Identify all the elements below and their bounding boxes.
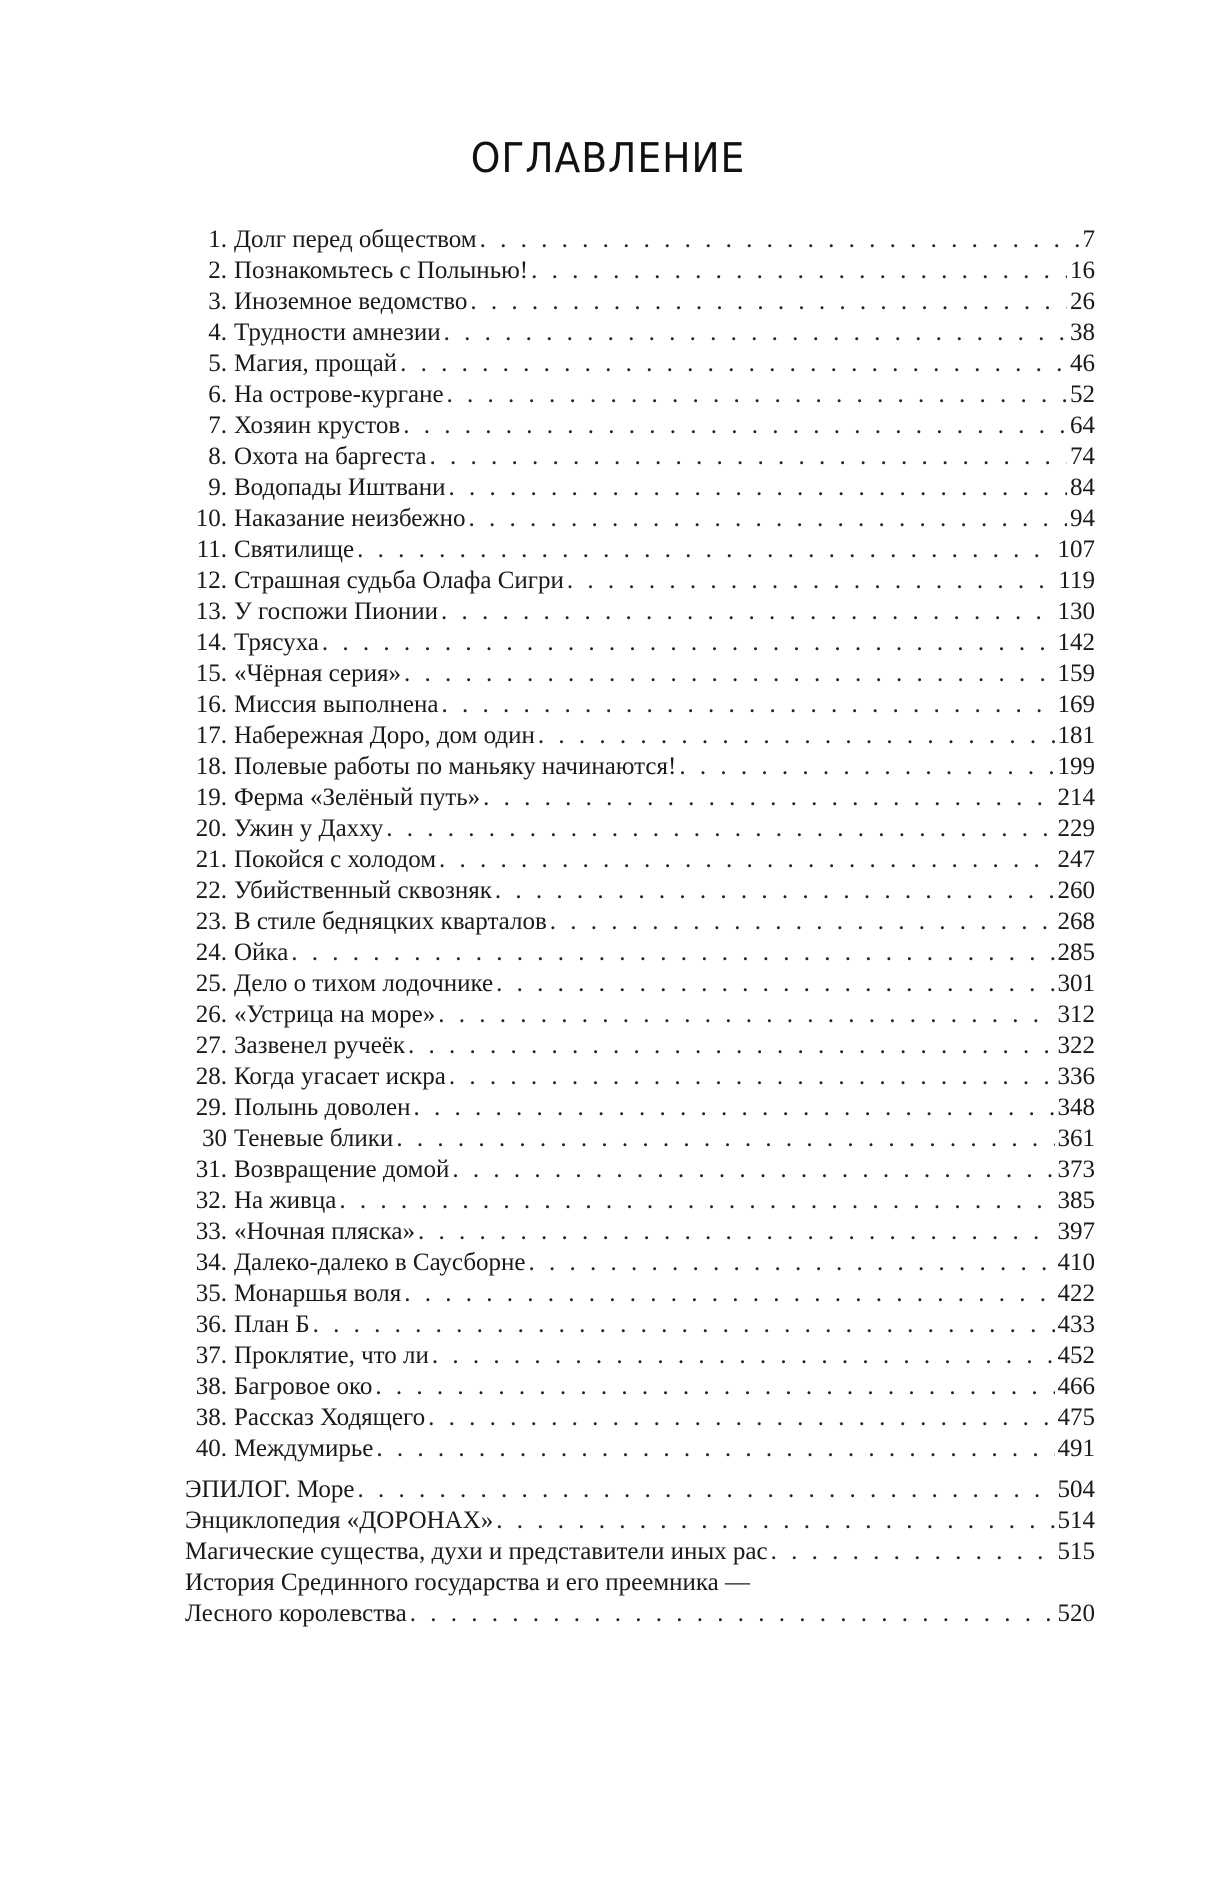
toc-entry[interactable] bbox=[188, 1247, 1095, 1278]
toc-entry[interactable] bbox=[188, 410, 1095, 441]
page-title: ОГЛАВЛЕНИЕ bbox=[470, 134, 746, 182]
chapter-title: План Б bbox=[234, 1311, 310, 1338]
chapter-number: 30 bbox=[202, 1125, 227, 1152]
entry-title: Лесного королевства bbox=[185, 1600, 407, 1627]
chapter-page: 373 bbox=[1057, 1156, 1095, 1183]
chapter-number: 33. bbox=[195, 1218, 227, 1245]
chapter-title: Набережная Доро, дом один bbox=[234, 722, 535, 749]
dot-leader bbox=[403, 410, 1067, 441]
dot-leader bbox=[529, 1247, 1055, 1278]
toc-entry[interactable] bbox=[188, 906, 1095, 937]
chapter-number: 28. bbox=[195, 1063, 227, 1090]
chapter-title: Познакомьтесь с Полынью! bbox=[234, 257, 529, 284]
dot-leader bbox=[313, 1309, 1055, 1340]
chapter-title: Ферма «Зелёный путь» bbox=[234, 784, 481, 811]
dot-leader bbox=[771, 1536, 1055, 1567]
dot-leader bbox=[495, 875, 1055, 906]
chapter-title: Монаршья воля bbox=[234, 1280, 402, 1307]
chapter-page: 38 bbox=[1070, 319, 1095, 346]
entry-title: ЭПИЛОГ. Море bbox=[185, 1476, 355, 1503]
dot-leader bbox=[410, 1598, 1055, 1629]
chapter-number: 8. bbox=[208, 443, 227, 470]
dot-leader bbox=[444, 317, 1067, 348]
toc-entry-history-line1[interactable]: История Срединного государства и его преемника — bbox=[185, 1569, 751, 1596]
dot-leader bbox=[322, 627, 1055, 658]
toc-entry[interactable] bbox=[188, 317, 1095, 348]
chapter-page: 466 bbox=[1057, 1373, 1095, 1400]
chapter-page: 214 bbox=[1057, 784, 1095, 811]
toc-entry[interactable] bbox=[188, 1030, 1095, 1061]
chapter-number: 21. bbox=[195, 846, 227, 873]
toc-entry[interactable] bbox=[188, 1278, 1095, 1309]
dot-leader bbox=[447, 379, 1067, 410]
toc-entry[interactable] bbox=[188, 875, 1095, 906]
chapter-title: Зазвенел ручеёк bbox=[234, 1032, 406, 1059]
toc-entry-encyclopedia[interactable] bbox=[185, 1505, 1095, 1536]
chapter-title: Полевые работы по маньяку начинаются! bbox=[234, 753, 677, 780]
dot-leader bbox=[404, 1278, 1054, 1309]
dot-leader bbox=[339, 1185, 1054, 1216]
chapter-number: 13. bbox=[195, 598, 227, 625]
dot-leader bbox=[400, 348, 1067, 379]
chapter-title: «Чёрная серия» bbox=[234, 660, 401, 687]
chapter-page: 94 bbox=[1070, 505, 1095, 532]
chapter-page: 130 bbox=[1057, 598, 1095, 625]
chapter-title: Трясуха bbox=[234, 629, 319, 656]
chapter-title: Долг перед обществом bbox=[234, 226, 477, 253]
dot-leader bbox=[386, 813, 1054, 844]
chapter-page: 64 bbox=[1070, 412, 1095, 439]
dot-leader bbox=[376, 1433, 1054, 1464]
chapter-title: Далеко-далеко в Саусборне bbox=[234, 1249, 526, 1276]
toc-entry[interactable] bbox=[188, 658, 1095, 689]
chapter-number: 38. bbox=[195, 1373, 227, 1400]
chapter-page: 159 bbox=[1057, 660, 1095, 687]
chapter-page: 7 bbox=[1082, 226, 1095, 253]
chapter-number: 38. bbox=[195, 1404, 227, 1431]
toc-entry[interactable] bbox=[188, 224, 1095, 255]
toc-entry[interactable] bbox=[188, 565, 1095, 596]
chapter-title: Страшная судьба Олафа Сигри bbox=[234, 567, 564, 594]
dot-leader bbox=[538, 720, 1055, 751]
chapter-number: 11. bbox=[196, 536, 227, 563]
toc-entry[interactable] bbox=[188, 286, 1095, 317]
dot-leader bbox=[428, 1402, 1054, 1433]
dot-leader bbox=[442, 689, 1055, 720]
chapter-page: 52 bbox=[1070, 381, 1095, 408]
chapter-title: Дело о тихом лодочнике bbox=[234, 970, 494, 997]
chapter-page: 107 bbox=[1057, 536, 1095, 563]
toc-entry[interactable] bbox=[188, 689, 1095, 720]
toc-entry[interactable] bbox=[188, 720, 1095, 751]
dot-leader bbox=[470, 286, 1067, 317]
appendix-list bbox=[185, 1474, 1095, 1629]
toc-entry[interactable] bbox=[188, 1092, 1095, 1123]
chapter-number: 2. bbox=[208, 257, 227, 284]
chapter-number: 7. bbox=[208, 412, 227, 439]
chapter-number: 14. bbox=[195, 629, 227, 656]
chapter-number: 9. bbox=[208, 474, 227, 501]
chapter-title: Охота на баргеста bbox=[234, 443, 427, 470]
chapter-number: 29. bbox=[195, 1094, 227, 1121]
chapter-page: 410 bbox=[1057, 1249, 1095, 1276]
toc-entry-creatures[interactable] bbox=[185, 1536, 1095, 1567]
chapter-page: 74 bbox=[1070, 443, 1095, 470]
chapter-title: Трудности амнезии bbox=[234, 319, 441, 346]
chapter-title: Святилище bbox=[234, 536, 355, 563]
entry-page: 514 bbox=[1057, 1507, 1095, 1534]
chapter-page: 16 bbox=[1070, 257, 1095, 284]
dot-leader bbox=[468, 503, 1067, 534]
dot-leader bbox=[396, 1123, 1054, 1154]
chapter-page: 26 bbox=[1070, 288, 1095, 315]
dot-leader bbox=[567, 565, 1056, 596]
chapter-number: 5. bbox=[208, 350, 227, 377]
chapter-title: Наказание неизбежно bbox=[234, 505, 466, 532]
chapter-number: 24. bbox=[195, 939, 227, 966]
chapter-page: 422 bbox=[1057, 1280, 1095, 1307]
toc-entry[interactable] bbox=[188, 348, 1095, 379]
toc-entry[interactable] bbox=[188, 751, 1095, 782]
toc-entry-history[interactable] bbox=[185, 1598, 1095, 1629]
chapter-title: Ойка bbox=[234, 939, 289, 966]
chapter-title: Миссия выполнена bbox=[234, 691, 439, 718]
chapter-page: 169 bbox=[1057, 691, 1095, 718]
chapter-page: 229 bbox=[1057, 815, 1095, 842]
chapter-title: «Устрица на море» bbox=[234, 1001, 436, 1028]
chapter-title: Магия, прощай bbox=[234, 350, 398, 377]
chapter-title: Междумирье bbox=[234, 1435, 374, 1462]
chapter-page: 285 bbox=[1057, 939, 1095, 966]
chapter-title: Ужин у Дахху bbox=[234, 815, 384, 842]
dot-leader bbox=[404, 658, 1055, 689]
dot-leader bbox=[531, 255, 1067, 286]
chapter-page: 433 bbox=[1057, 1311, 1095, 1338]
dot-leader bbox=[375, 1371, 1054, 1402]
chapter-title: Хозяин крустов bbox=[234, 412, 401, 439]
toc-entry[interactable] bbox=[188, 1185, 1095, 1216]
dot-leader bbox=[480, 224, 1080, 255]
chapter-page: 385 bbox=[1057, 1187, 1095, 1214]
chapter-title: Проклятие, что ли bbox=[234, 1342, 429, 1369]
toc-entry[interactable] bbox=[188, 503, 1095, 534]
chapter-page: 119 bbox=[1058, 567, 1095, 594]
entry-title: Энциклопедия «ДОРОНАХ» bbox=[185, 1507, 494, 1534]
dot-leader bbox=[357, 1474, 1054, 1505]
chapter-number: 17. bbox=[195, 722, 227, 749]
toc-entry[interactable] bbox=[188, 441, 1095, 472]
toc-entry[interactable] bbox=[188, 1309, 1095, 1340]
chapter-page: 336 bbox=[1057, 1063, 1095, 1090]
toc-entry[interactable] bbox=[188, 1123, 1095, 1154]
chapter-title: На живца bbox=[234, 1187, 337, 1214]
toc-entry[interactable] bbox=[188, 596, 1095, 627]
dot-leader bbox=[432, 1340, 1055, 1371]
dot-leader bbox=[439, 844, 1054, 875]
chapter-title: Покойся с холодом bbox=[234, 846, 437, 873]
chapter-number: 23. bbox=[195, 908, 227, 935]
toc-entry[interactable] bbox=[188, 968, 1095, 999]
chapter-page: 397 bbox=[1057, 1218, 1095, 1245]
chapter-number: 32. bbox=[195, 1187, 227, 1214]
entry-page: 515 bbox=[1057, 1538, 1095, 1565]
chapter-title: Рассказ Ходящего bbox=[234, 1404, 426, 1431]
dot-leader bbox=[414, 1092, 1055, 1123]
chapter-page: 199 bbox=[1057, 753, 1095, 780]
dot-leader bbox=[496, 1505, 1054, 1536]
chapter-title: Убийственный сквозняк bbox=[234, 877, 492, 904]
chapter-page: 361 bbox=[1057, 1125, 1095, 1152]
chapter-number: 27. bbox=[195, 1032, 227, 1059]
toc-entry[interactable] bbox=[188, 1154, 1095, 1185]
chapter-number: 18. bbox=[195, 753, 227, 780]
chapter-page: 301 bbox=[1057, 970, 1095, 997]
toc-entry[interactable] bbox=[188, 379, 1095, 410]
toc-entry[interactable] bbox=[188, 627, 1095, 658]
toc-entry[interactable] bbox=[188, 1433, 1095, 1464]
chapter-title: У госпожи Пионии bbox=[234, 598, 439, 625]
chapter-title: Полынь доволен bbox=[234, 1094, 411, 1121]
toc-entry[interactable] bbox=[188, 472, 1095, 503]
dot-leader bbox=[448, 472, 1067, 503]
chapter-title: Багровое око bbox=[234, 1373, 373, 1400]
chapter-number: 26. bbox=[195, 1001, 227, 1028]
dot-leader bbox=[550, 906, 1055, 937]
chapter-title: Когда угасает искра bbox=[234, 1063, 446, 1090]
chapter-title: «Ночная пляска» bbox=[234, 1218, 416, 1245]
chapter-number: 16. bbox=[195, 691, 227, 718]
dot-leader bbox=[291, 937, 1054, 968]
dot-leader bbox=[429, 441, 1067, 472]
toc-entry[interactable] bbox=[188, 782, 1095, 813]
chapter-page: 348 bbox=[1057, 1094, 1095, 1121]
toc-entry-epilogue[interactable] bbox=[185, 1474, 1095, 1505]
chapter-title: Теневые блики bbox=[234, 1125, 394, 1152]
entry-page: 520 bbox=[1057, 1600, 1095, 1627]
chapter-title: В стиле бедняцких кварталов bbox=[234, 908, 547, 935]
chapter-number: 22. bbox=[195, 877, 227, 904]
toc-entry[interactable] bbox=[188, 534, 1095, 565]
dot-leader bbox=[408, 1030, 1054, 1061]
entry-title: Магические существа, духи и представители иных рас bbox=[185, 1538, 768, 1565]
chapter-page: 312 bbox=[1057, 1001, 1095, 1028]
dot-leader bbox=[418, 1216, 1054, 1247]
chapter-number: 20. bbox=[195, 815, 227, 842]
chapter-page: 475 bbox=[1057, 1404, 1095, 1431]
chapter-number: 25. bbox=[195, 970, 227, 997]
dot-leader bbox=[483, 782, 1054, 813]
toc-entry[interactable] bbox=[188, 1340, 1095, 1371]
chapter-number: 4. bbox=[208, 319, 227, 346]
chapter-page: 491 bbox=[1057, 1435, 1095, 1462]
chapter-number: 19. bbox=[195, 784, 227, 811]
dot-leader bbox=[496, 968, 1054, 999]
toc-entry[interactable] bbox=[188, 1402, 1095, 1433]
toc-entry[interactable] bbox=[188, 844, 1095, 875]
toc-entry[interactable] bbox=[188, 999, 1095, 1030]
chapter-page: 268 bbox=[1057, 908, 1095, 935]
chapter-number: 1. bbox=[208, 226, 227, 253]
toc-entry[interactable] bbox=[188, 255, 1095, 286]
toc-entry[interactable] bbox=[188, 1371, 1095, 1402]
toc-entry[interactable] bbox=[188, 1061, 1095, 1092]
chapter-page: 247 bbox=[1057, 846, 1095, 873]
toc-entry[interactable] bbox=[188, 1216, 1095, 1247]
chapter-number: 31. bbox=[195, 1156, 227, 1183]
chapter-number: 15. bbox=[195, 660, 227, 687]
dot-leader bbox=[679, 751, 1054, 782]
chapter-number: 35. bbox=[195, 1280, 227, 1307]
chapter-page: 181 bbox=[1057, 722, 1095, 749]
chapter-page: 260 bbox=[1057, 877, 1095, 904]
chapter-title: Возвращение домой bbox=[234, 1156, 450, 1183]
chapter-number: 3. bbox=[208, 288, 227, 315]
chapter-title: Иноземное ведомство bbox=[234, 288, 468, 315]
chapter-page: 452 bbox=[1057, 1342, 1095, 1369]
chapter-page: 46 bbox=[1070, 350, 1095, 377]
chapter-number: 40. bbox=[195, 1435, 227, 1462]
toc-entry[interactable] bbox=[188, 937, 1095, 968]
chapter-page: 142 bbox=[1057, 629, 1095, 656]
chapter-title: На острове-кургане bbox=[234, 381, 444, 408]
toc-entry[interactable] bbox=[188, 813, 1095, 844]
entry-page: 504 bbox=[1057, 1476, 1095, 1503]
chapter-number: 6. bbox=[208, 381, 227, 408]
chapter-number: 10. bbox=[195, 505, 227, 532]
table-of-contents bbox=[188, 224, 1095, 1464]
chapter-number: 12. bbox=[195, 567, 227, 594]
chapter-title: Водопады Иштвани bbox=[234, 474, 446, 501]
chapter-page: 84 bbox=[1070, 474, 1095, 501]
dot-leader bbox=[452, 1154, 1054, 1185]
chapter-number: 34. bbox=[195, 1249, 227, 1276]
chapter-number: 37. bbox=[195, 1342, 227, 1369]
chapter-number: 36. bbox=[195, 1311, 227, 1338]
dot-leader bbox=[449, 1061, 1055, 1092]
dot-leader bbox=[438, 999, 1054, 1030]
dot-leader bbox=[441, 596, 1054, 627]
dot-leader bbox=[357, 534, 1054, 565]
chapter-page: 322 bbox=[1057, 1032, 1095, 1059]
